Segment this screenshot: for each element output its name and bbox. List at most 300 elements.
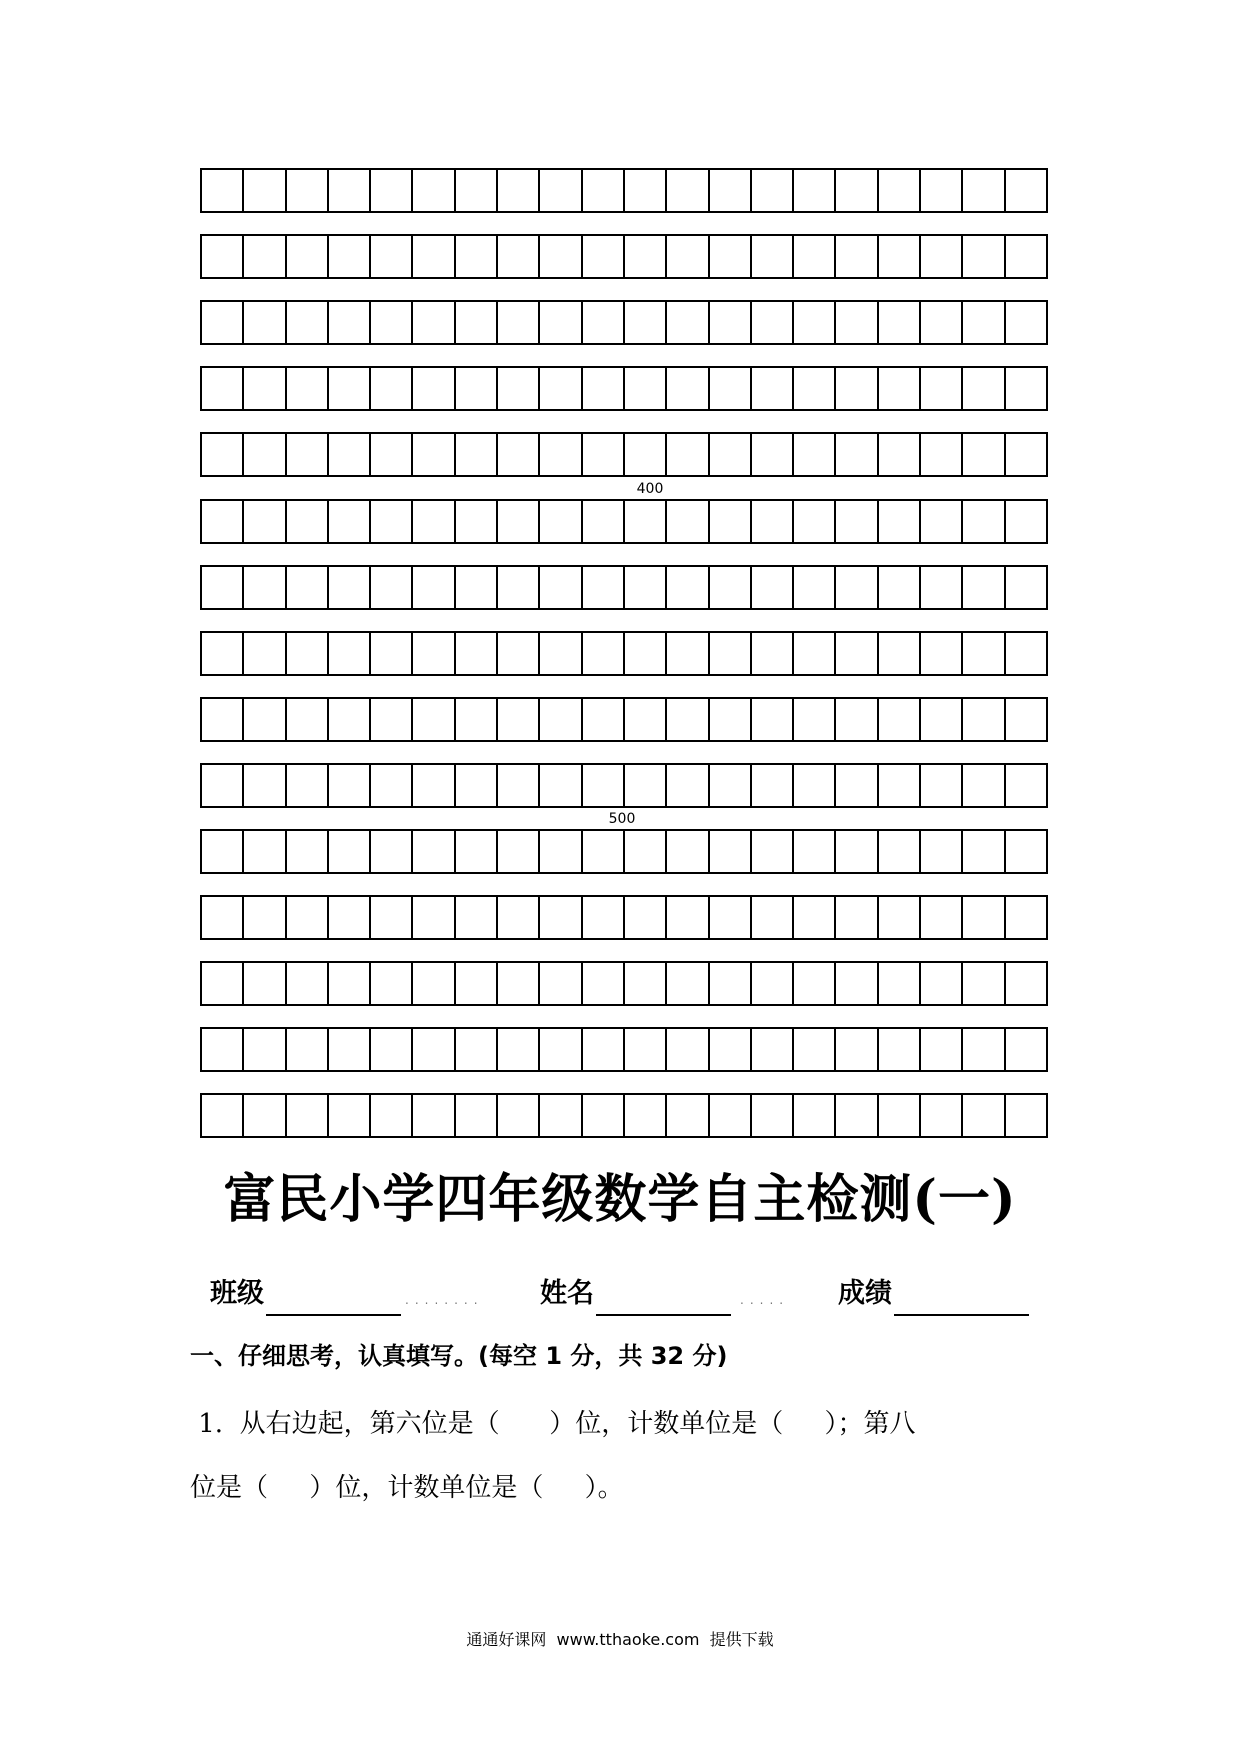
grid-cell[interactable]	[329, 1029, 371, 1070]
grid-cell[interactable]	[244, 501, 286, 542]
grid-cell[interactable]	[794, 368, 836, 409]
grid-cell[interactable]	[667, 1095, 709, 1136]
grid-cell[interactable]	[752, 501, 794, 542]
grid-cell[interactable]	[413, 434, 455, 475]
grid-cell[interactable]	[413, 831, 455, 872]
grid-cell[interactable]	[667, 501, 709, 542]
grid-cell[interactable]	[667, 302, 709, 343]
grid-cell[interactable]	[371, 501, 413, 542]
grid-cell[interactable]	[667, 699, 709, 740]
grid-cell[interactable]	[921, 170, 963, 211]
grid-cell[interactable]	[456, 1029, 498, 1070]
grid-cell[interactable]	[498, 434, 540, 475]
grid-cell[interactable]	[625, 236, 667, 277]
class-blank[interactable]	[266, 1280, 401, 1316]
grid-cell[interactable]	[498, 302, 540, 343]
grid-cell[interactable]	[456, 302, 498, 343]
grid-cell[interactable]	[667, 765, 709, 806]
grid-cell[interactable]	[456, 963, 498, 1004]
grid-cell[interactable]	[287, 699, 329, 740]
grid-cell[interactable]	[371, 567, 413, 608]
grid-cell[interactable]	[498, 699, 540, 740]
grid-cell[interactable]	[1006, 567, 1046, 608]
grid-cell[interactable]	[667, 368, 709, 409]
grid-cell[interactable]	[752, 302, 794, 343]
grid-cell[interactable]	[836, 434, 878, 475]
grid-cell[interactable]	[244, 434, 286, 475]
grid-cell[interactable]	[583, 963, 625, 1004]
grid-cell[interactable]	[244, 963, 286, 1004]
grid-cell[interactable]	[287, 170, 329, 211]
grid-cell[interactable]	[329, 699, 371, 740]
grid-cell[interactable]	[710, 633, 752, 674]
grid-cell[interactable]	[287, 633, 329, 674]
grid-cell[interactable]	[1006, 963, 1046, 1004]
grid-cell[interactable]	[287, 1095, 329, 1136]
grid-cell[interactable]	[202, 963, 244, 1004]
grid-cell[interactable]	[667, 434, 709, 475]
grid-cell[interactable]	[202, 368, 244, 409]
grid-cell[interactable]	[540, 897, 582, 938]
grid-cell[interactable]	[329, 831, 371, 872]
grid-cell[interactable]	[413, 368, 455, 409]
grid-cell[interactable]	[879, 501, 921, 542]
grid-cell[interactable]	[456, 434, 498, 475]
grid-cell[interactable]	[371, 368, 413, 409]
grid-cell[interactable]	[963, 368, 1005, 409]
grid-cell[interactable]	[413, 236, 455, 277]
grid-cell[interactable]	[710, 368, 752, 409]
grid-cell[interactable]	[752, 765, 794, 806]
grid-cell[interactable]	[710, 963, 752, 1004]
grid-cell[interactable]	[625, 302, 667, 343]
grid-cell[interactable]	[752, 633, 794, 674]
grid-cell[interactable]	[794, 170, 836, 211]
grid-cell[interactable]	[498, 236, 540, 277]
grid-cell[interactable]	[329, 236, 371, 277]
grid-cell[interactable]	[836, 1029, 878, 1070]
grid-cell[interactable]	[583, 368, 625, 409]
grid-cell[interactable]	[583, 831, 625, 872]
grid-cell[interactable]	[540, 1095, 582, 1136]
grid-cell[interactable]	[752, 434, 794, 475]
grid-cell[interactable]	[244, 1029, 286, 1070]
grid-cell[interactable]	[710, 1095, 752, 1136]
grid-cell[interactable]	[794, 236, 836, 277]
grid-cell[interactable]	[710, 170, 752, 211]
grid-cell[interactable]	[625, 765, 667, 806]
grid-cell[interactable]	[540, 501, 582, 542]
grid-cell[interactable]	[1006, 765, 1046, 806]
grid-cell[interactable]	[244, 236, 286, 277]
grid-cell[interactable]	[244, 1095, 286, 1136]
grid-cell[interactable]	[836, 897, 878, 938]
grid-cell[interactable]	[879, 633, 921, 674]
grid-cell[interactable]	[329, 963, 371, 1004]
grid-cell[interactable]	[625, 897, 667, 938]
grid-cell[interactable]	[794, 699, 836, 740]
grid-cell[interactable]	[413, 699, 455, 740]
grid-cell[interactable]	[498, 897, 540, 938]
grid-cell[interactable]	[202, 236, 244, 277]
grid-cell[interactable]	[287, 831, 329, 872]
grid-cell[interactable]	[963, 831, 1005, 872]
grid-cell[interactable]	[879, 1095, 921, 1136]
grid-cell[interactable]	[1006, 633, 1046, 674]
grid-cell[interactable]	[583, 633, 625, 674]
grid-cell[interactable]	[963, 633, 1005, 674]
grid-cell[interactable]	[498, 368, 540, 409]
grid-cell[interactable]	[583, 567, 625, 608]
grid-cell[interactable]	[244, 302, 286, 343]
grid-cell[interactable]	[540, 963, 582, 1004]
grid-cell[interactable]	[244, 765, 286, 806]
grid-cell[interactable]	[1006, 501, 1046, 542]
grid-cell[interactable]	[879, 897, 921, 938]
grid-cell[interactable]	[879, 765, 921, 806]
grid-cell[interactable]	[244, 699, 286, 740]
grid-cell[interactable]	[667, 963, 709, 1004]
grid-cell[interactable]	[879, 963, 921, 1004]
grid-cell[interactable]	[456, 633, 498, 674]
grid-cell[interactable]	[1006, 368, 1046, 409]
grid-cell[interactable]	[752, 1095, 794, 1136]
grid-cell[interactable]	[710, 567, 752, 608]
grid-cell[interactable]	[329, 501, 371, 542]
grid-cell[interactable]	[202, 302, 244, 343]
grid-cell[interactable]	[287, 302, 329, 343]
grid-cell[interactable]	[540, 567, 582, 608]
grid-cell[interactable]	[1006, 1029, 1046, 1070]
grid-cell[interactable]	[752, 831, 794, 872]
grid-cell[interactable]	[371, 170, 413, 211]
grid-cell[interactable]	[963, 434, 1005, 475]
grid-cell[interactable]	[921, 567, 963, 608]
grid-cell[interactable]	[836, 633, 878, 674]
grid-cell[interactable]	[202, 765, 244, 806]
grid-cell[interactable]	[413, 1029, 455, 1070]
grid-cell[interactable]	[752, 1029, 794, 1070]
grid-cell[interactable]	[413, 501, 455, 542]
grid-cell[interactable]	[794, 897, 836, 938]
grid-cell[interactable]	[456, 765, 498, 806]
grid-cell[interactable]	[456, 897, 498, 938]
grid-cell[interactable]	[921, 1095, 963, 1136]
grid-cell[interactable]	[287, 236, 329, 277]
grid-cell[interactable]	[836, 699, 878, 740]
grid-cell[interactable]	[456, 699, 498, 740]
grid-cell[interactable]	[413, 302, 455, 343]
grid-cell[interactable]	[540, 633, 582, 674]
grid-cell[interactable]	[836, 831, 878, 872]
grid-cell[interactable]	[625, 633, 667, 674]
grid-cell[interactable]	[836, 765, 878, 806]
grid-cell[interactable]	[752, 567, 794, 608]
grid-cell[interactable]	[202, 831, 244, 872]
grid-cell[interactable]	[794, 831, 836, 872]
grid-cell[interactable]	[667, 633, 709, 674]
grid-cell[interactable]	[879, 170, 921, 211]
grid-cell[interactable]	[413, 897, 455, 938]
grid-cell[interactable]	[202, 1095, 244, 1136]
grid-cell[interactable]	[583, 1029, 625, 1070]
grid-cell[interactable]	[710, 434, 752, 475]
grid-cell[interactable]	[287, 501, 329, 542]
grid-cell[interactable]	[329, 567, 371, 608]
grid-cell[interactable]	[371, 1029, 413, 1070]
grid-cell[interactable]	[710, 897, 752, 938]
grid-cell[interactable]	[540, 236, 582, 277]
grid-cell[interactable]	[583, 434, 625, 475]
grid-cell[interactable]	[921, 236, 963, 277]
grid-cell[interactable]	[371, 765, 413, 806]
grid-cell[interactable]	[202, 567, 244, 608]
grid-cell[interactable]	[879, 699, 921, 740]
grid-cell[interactable]	[963, 963, 1005, 1004]
grid-cell[interactable]	[794, 765, 836, 806]
grid-cell[interactable]	[963, 302, 1005, 343]
grid-cell[interactable]	[498, 567, 540, 608]
grid-cell[interactable]	[710, 699, 752, 740]
grid-cell[interactable]	[963, 236, 1005, 277]
grid-cell[interactable]	[456, 831, 498, 872]
grid-cell[interactable]	[1006, 897, 1046, 938]
grid-cell[interactable]	[329, 1095, 371, 1136]
grid-cell[interactable]	[710, 831, 752, 872]
grid-cell[interactable]	[540, 368, 582, 409]
grid-cell[interactable]	[329, 368, 371, 409]
grid-cell[interactable]	[244, 633, 286, 674]
grid-cell[interactable]	[879, 831, 921, 872]
grid-cell[interactable]	[244, 567, 286, 608]
grid-cell[interactable]	[202, 501, 244, 542]
grid-cell[interactable]	[1006, 434, 1046, 475]
grid-cell[interactable]	[413, 567, 455, 608]
grid-cell[interactable]	[329, 897, 371, 938]
grid-cell[interactable]	[921, 765, 963, 806]
grid-cell[interactable]	[1006, 699, 1046, 740]
grid-cell[interactable]	[583, 897, 625, 938]
grid-cell[interactable]	[921, 368, 963, 409]
grid-cell[interactable]	[329, 434, 371, 475]
grid-cell[interactable]	[413, 765, 455, 806]
grid-cell[interactable]	[710, 765, 752, 806]
grid-cell[interactable]	[752, 368, 794, 409]
grid-cell[interactable]	[540, 1029, 582, 1070]
grid-cell[interactable]	[963, 567, 1005, 608]
grid-cell[interactable]	[371, 699, 413, 740]
grid-cell[interactable]	[244, 170, 286, 211]
grid-cell[interactable]	[371, 1095, 413, 1136]
grid-cell[interactable]	[371, 236, 413, 277]
grid-cell[interactable]	[244, 831, 286, 872]
grid-cell[interactable]	[329, 765, 371, 806]
grid-cell[interactable]	[371, 831, 413, 872]
grid-cell[interactable]	[667, 236, 709, 277]
grid-cell[interactable]	[963, 699, 1005, 740]
grid-cell[interactable]	[667, 1029, 709, 1070]
grid-cell[interactable]	[456, 1095, 498, 1136]
grid-cell[interactable]	[583, 302, 625, 343]
grid-cell[interactable]	[287, 434, 329, 475]
grid-cell[interactable]	[456, 501, 498, 542]
grid-cell[interactable]	[625, 501, 667, 542]
grid-cell[interactable]	[921, 963, 963, 1004]
grid-cell[interactable]	[329, 633, 371, 674]
grid-cell[interactable]	[371, 302, 413, 343]
grid-cell[interactable]	[625, 434, 667, 475]
grid-cell[interactable]	[287, 368, 329, 409]
grid-cell[interactable]	[583, 170, 625, 211]
grid-cell[interactable]	[625, 567, 667, 608]
grid-cell[interactable]	[921, 699, 963, 740]
grid-cell[interactable]	[836, 302, 878, 343]
grid-cell[interactable]	[413, 170, 455, 211]
grid-cell[interactable]	[794, 1029, 836, 1070]
grid-cell[interactable]	[921, 897, 963, 938]
grid-cell[interactable]	[625, 699, 667, 740]
grid-cell[interactable]	[667, 567, 709, 608]
grid-cell[interactable]	[583, 236, 625, 277]
grid-cell[interactable]	[540, 699, 582, 740]
grid-cell[interactable]	[498, 963, 540, 1004]
grid-cell[interactable]	[710, 501, 752, 542]
grid-cell[interactable]	[752, 170, 794, 211]
grid-cell[interactable]	[667, 831, 709, 872]
grid-cell[interactable]	[371, 434, 413, 475]
grid-cell[interactable]	[498, 765, 540, 806]
grid-cell[interactable]	[836, 567, 878, 608]
grid-cell[interactable]	[287, 1029, 329, 1070]
grid-cell[interactable]	[752, 236, 794, 277]
grid-cell[interactable]	[625, 1029, 667, 1070]
grid-cell[interactable]	[710, 302, 752, 343]
grid-cell[interactable]	[963, 1095, 1005, 1136]
grid-cell[interactable]	[1006, 1095, 1046, 1136]
grid-cell[interactable]	[625, 368, 667, 409]
grid-cell[interactable]	[921, 501, 963, 542]
grid-cell[interactable]	[625, 170, 667, 211]
grid-cell[interactable]	[879, 567, 921, 608]
grid-cell[interactable]	[456, 170, 498, 211]
grid-cell[interactable]	[287, 963, 329, 1004]
grid-cell[interactable]	[879, 368, 921, 409]
grid-cell[interactable]	[1006, 236, 1046, 277]
grid-cell[interactable]	[625, 963, 667, 1004]
grid-cell[interactable]	[879, 236, 921, 277]
grid-cell[interactable]	[752, 963, 794, 1004]
grid-cell[interactable]	[287, 765, 329, 806]
grid-cell[interactable]	[836, 368, 878, 409]
grid-cell[interactable]	[794, 633, 836, 674]
grid-cell[interactable]	[371, 963, 413, 1004]
grid-cell[interactable]	[963, 501, 1005, 542]
grid-cell[interactable]	[202, 170, 244, 211]
grid-cell[interactable]	[1006, 302, 1046, 343]
grid-cell[interactable]	[794, 434, 836, 475]
grid-cell[interactable]	[921, 302, 963, 343]
grid-cell[interactable]	[836, 236, 878, 277]
grid-cell[interactable]	[540, 434, 582, 475]
grid-cell[interactable]	[963, 170, 1005, 211]
grid-cell[interactable]	[836, 170, 878, 211]
grid-cell[interactable]	[583, 765, 625, 806]
grid-cell[interactable]	[329, 170, 371, 211]
grid-cell[interactable]	[413, 1095, 455, 1136]
grid-cell[interactable]	[244, 897, 286, 938]
grid-cell[interactable]	[583, 1095, 625, 1136]
grid-cell[interactable]	[794, 1095, 836, 1136]
grid-cell[interactable]	[498, 831, 540, 872]
grid-cell[interactable]	[583, 501, 625, 542]
grid-cell[interactable]	[879, 302, 921, 343]
score-blank[interactable]	[894, 1280, 1029, 1316]
grid-cell[interactable]	[202, 699, 244, 740]
grid-cell[interactable]	[498, 170, 540, 211]
grid-cell[interactable]	[667, 897, 709, 938]
grid-cell[interactable]	[625, 1095, 667, 1136]
grid-cell[interactable]	[710, 1029, 752, 1070]
grid-cell[interactable]	[202, 1029, 244, 1070]
grid-cell[interactable]	[921, 434, 963, 475]
grid-cell[interactable]	[752, 699, 794, 740]
grid-cell[interactable]	[202, 897, 244, 938]
grid-cell[interactable]	[287, 897, 329, 938]
grid-cell[interactable]	[667, 170, 709, 211]
grid-cell[interactable]	[963, 897, 1005, 938]
grid-cell[interactable]	[456, 368, 498, 409]
name-blank[interactable]	[596, 1280, 731, 1316]
grid-cell[interactable]	[540, 302, 582, 343]
grid-cell[interactable]	[879, 434, 921, 475]
grid-cell[interactable]	[794, 567, 836, 608]
grid-cell[interactable]	[413, 633, 455, 674]
grid-cell[interactable]	[329, 302, 371, 343]
grid-cell[interactable]	[752, 897, 794, 938]
grid-cell[interactable]	[583, 699, 625, 740]
grid-cell[interactable]	[456, 236, 498, 277]
grid-cell[interactable]	[287, 567, 329, 608]
grid-cell[interactable]	[413, 963, 455, 1004]
grid-cell[interactable]	[202, 633, 244, 674]
grid-cell[interactable]	[498, 501, 540, 542]
grid-cell[interactable]	[836, 501, 878, 542]
grid-cell[interactable]	[498, 1095, 540, 1136]
grid-cell[interactable]	[498, 633, 540, 674]
grid-cell[interactable]	[879, 1029, 921, 1070]
grid-cell[interactable]	[625, 831, 667, 872]
grid-cell[interactable]	[244, 368, 286, 409]
grid-cell[interactable]	[794, 302, 836, 343]
grid-cell[interactable]	[794, 963, 836, 1004]
grid-cell[interactable]	[540, 831, 582, 872]
grid-cell[interactable]	[371, 633, 413, 674]
grid-cell[interactable]	[710, 236, 752, 277]
grid-cell[interactable]	[963, 765, 1005, 806]
grid-cell[interactable]	[1006, 170, 1046, 211]
grid-cell[interactable]	[540, 765, 582, 806]
grid-cell[interactable]	[963, 1029, 1005, 1070]
grid-cell[interactable]	[836, 963, 878, 1004]
grid-cell[interactable]	[1006, 831, 1046, 872]
grid-cell[interactable]	[921, 1029, 963, 1070]
grid-cell[interactable]	[794, 501, 836, 542]
grid-cell[interactable]	[371, 897, 413, 938]
grid-cell[interactable]	[456, 567, 498, 608]
grid-cell[interactable]	[836, 1095, 878, 1136]
grid-cell[interactable]	[202, 434, 244, 475]
grid-cell[interactable]	[921, 831, 963, 872]
